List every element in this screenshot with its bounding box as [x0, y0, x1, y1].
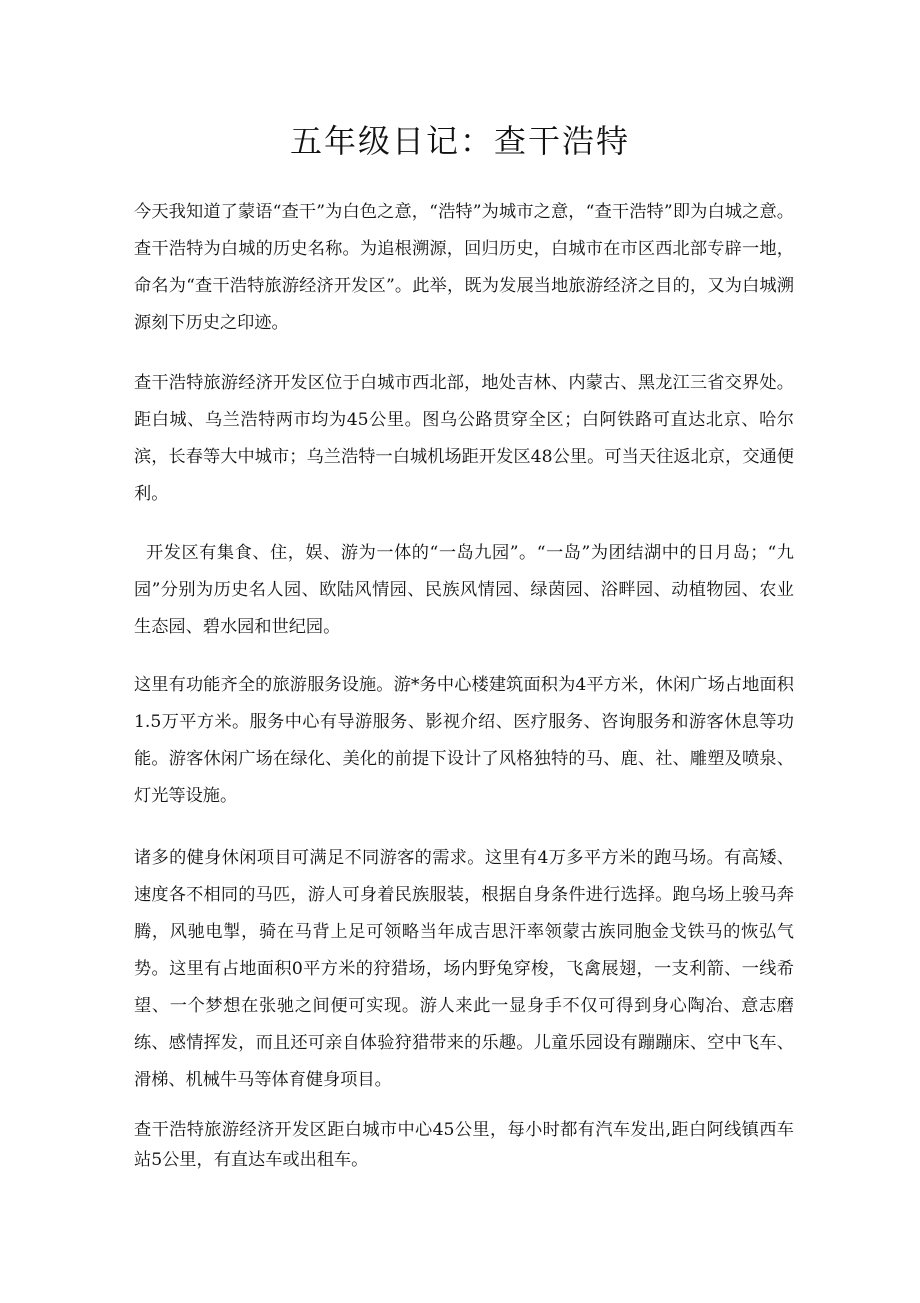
- paragraph-intro: 今天我知道了蒙语“查干”为白色之意，“浩特”为城市之意，“查干浩特”即为白城之意。查干浩特为白城的历史名称。为追根溯源，回归历史，白城市在市区西北部专辟一地，命名为“查干浩特旅游经济开发区”。此举，既为发展当地旅游经济之目的，又为白城溯源刻下历史之印迹。: [134, 202, 794, 333]
- paragraph-island-gardens: 开发区有集食、住，娱、游为一体的“一岛九园”。“一岛”为团结湖中的日月岛；“九园”分别为历史名人园、欧陆风情园、民族风情园、绿茵园、浴畔园、动植物园、农业生态园、碧水园和世纪园。: [134, 543, 794, 637]
- paragraph-location: 查干浩特旅游经济开发区位于白城市西北部，地处吉林、内蒙古、黑龙江三省交界处。距白城、乌兰浩特两市均为45公里。图乌公路贯穿全区；白阿铁路可直达北京、哈尔滨，长春等大中城市；乌兰浩特一白城机场距开发区48公里。可当天往返北京，交通便利。: [134, 373, 794, 504]
- document-title: 五年级日记：查干浩特: [289, 122, 630, 160]
- paragraph-transport: 查干浩特旅游经济开发区距白城市中心45公里，每小时都有汽车发出,距白阿线镇西车站5公里，有直达车或出租车。: [134, 1120, 794, 1170]
- paragraph-recreation: 诸多的健身休闲项目可满足不同游客的需求。这里有4万多平方米的跑马场。有高矮、速度各不相同的马匹，游人可身着民族服装，根据自身条件进行选择。跑乌场上骏马奔腾，风驰电掣，骑在马背上足可领略当年成吉思汗率领蒙古族同胞金戈铁马的恢弘气势。这里有占地面积0平方米的狩猎场，场内野兔穿梭，飞禽展翅，一支利箭、一线希望、一个梦想在张驰之间便可实现。游人来此一显身手不仅可得到身心陶冶、意志磨练、感情挥发，而且还可亲自体验狩猎带来的乐趣。儿童乐园设有蹦蹦床、空中飞车、滑梯、机械牛马等体育健身项目。: [134, 848, 794, 1090]
- paragraph-facilities: 这里有功能齐全的旅游服务设施。游*务中心楼建筑面积为4平方米，休闲广场占地面积1.5万平方米。服务中心有导游服务、影视介绍、医疗服务、咨询服务和游客休息等功能。游客休闲广场在绿化、美化的前提下设计了风格独特的马、鹿、社、雕塑及喷泉、灯光等设施。: [134, 675, 794, 806]
